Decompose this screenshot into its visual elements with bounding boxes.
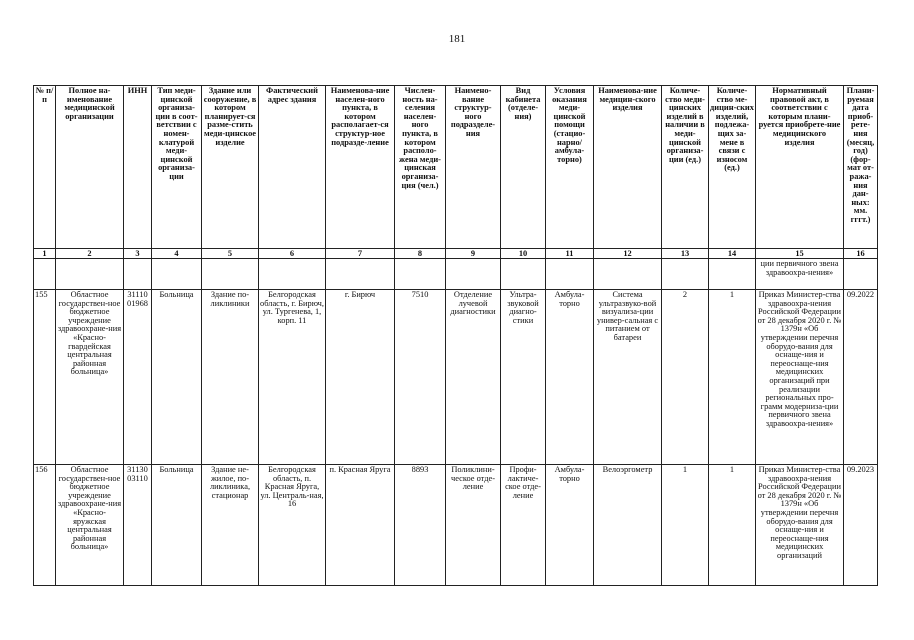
column-number: 12 [594, 249, 662, 259]
header-cell: Плани-руемая дата приоб-рете-ния (месяц, год) (фор-мат от-ража-ния дан-ных: мм. гггт.) [844, 86, 878, 249]
header-cell: Фактический адрес здания [259, 86, 326, 249]
header-cell: Здание или сооружение, в котором планирует-ся разме-стить меди-цинское изделие [202, 86, 259, 249]
header-row [34, 86, 878, 249]
row-number: 155 [34, 290, 56, 465]
header-cell: Тип меди-цинской организа-ции в соот-ветствии с номен-клатурой меди-цинской организа-ции [152, 86, 202, 249]
cabinet-type: Ультра-звуковой диагно-стики [501, 290, 546, 465]
medical-equipment-table [33, 85, 878, 586]
header-cell: Условия оказания меди-цинской помощи (стацио-нарно/ амбула-торно) [546, 86, 594, 249]
continuation-text: ции первичного звена здравоохра-нения» [756, 259, 844, 290]
header-cell: Полное на-именование медицинской организации [56, 86, 124, 249]
settlement: п. Красная Яруга [326, 465, 395, 586]
inn: 31130 03110 [124, 465, 152, 586]
continuation-row [34, 259, 878, 290]
inn: 31110 01968 [124, 290, 152, 465]
column-number: 13 [662, 249, 709, 259]
header-cell: Количе-ство меди-цинских изделий в наличии в меди-цинской организа-ции (ед.) [662, 86, 709, 249]
column-number: 7 [326, 249, 395, 259]
header-cell: № п/п [34, 86, 56, 249]
column-number: 9 [446, 249, 501, 259]
devices-to-replace: 1 [709, 290, 756, 465]
care-conditions: Амбула-торно [546, 465, 594, 586]
column-number: 1 [34, 249, 56, 259]
column-number: 11 [546, 249, 594, 259]
header-cell: Числен-ность на-селения населен-ного пункта, в котором располо-жена меди-цинская организа-ция (чел.) [395, 86, 446, 249]
organization-name: Областное государствен-ное бюджетное учреждение здравоохране-ния «Красно-яружская центральная районная больница» [56, 465, 124, 586]
column-number: 5 [202, 249, 259, 259]
header-cell: Вид кабинета (отделе-ния) [501, 86, 546, 249]
organization-type: Больница [152, 465, 202, 586]
column-number: 16 [844, 249, 878, 259]
column-number: 4 [152, 249, 202, 259]
column-number: 6 [259, 249, 326, 259]
device-name: Велоэргометр [594, 465, 662, 586]
cabinet-type: Профи-лактиче-ское отде-ление [501, 465, 546, 586]
table-row [34, 465, 878, 586]
building: Здание не-жилое, по-ликлиника, стационар [202, 465, 259, 586]
header-cell: ИНН [124, 86, 152, 249]
subdivision: Поликлини-ческое отде-ление [446, 465, 501, 586]
population: 8893 [395, 465, 446, 586]
subdivision: Отделение лучевой диагностики [446, 290, 501, 465]
building: Здание по-ликлиники [202, 290, 259, 465]
planned-date: 09.2022 [844, 290, 878, 465]
devices-to-replace: 1 [709, 465, 756, 586]
devices-available: 1 [662, 465, 709, 586]
organization-type: Больница [152, 290, 202, 465]
settlement: г. Бирюч [326, 290, 395, 465]
header-cell: Наименова-ние населен-ного пункта, в котором располагает-ся структур-ное подразде-ление [326, 86, 395, 249]
device-name: Система ультразвуко-вой визуализа-ции универ-сальная с питанием от батареи [594, 290, 662, 465]
header-cell: Наимено-вание структур-ного подразделе-ния [446, 86, 501, 249]
population: 7510 [395, 290, 446, 465]
page-number: 181 [448, 33, 466, 45]
address: Белгородская область, п. Красная Яруга, ул. Централь-ная, 16 [259, 465, 326, 586]
column-number: 8 [395, 249, 446, 259]
column-number: 15 [756, 249, 844, 259]
legal-act: Приказ Министер-ства здравоохра-нения Российской Федерации от 28 декабря 2020 г. № 1379н «Об утверждении перечня оборудо-вания для оснаще-ния и переоснаще-ния медицинских организаций при реализации региональных про-грамм модерниза-ции первичного звена здравоохра-нения» [756, 290, 844, 465]
header-cell: Наименова-ние медицин-ского изделия [594, 86, 662, 249]
header-cell: Нормативный правовой акт, в соответствии с которым плани-руется приобрете-ние медицинского изделия [756, 86, 844, 249]
column-number: 14 [709, 249, 756, 259]
header-cell: Количе-ство ме-дицин-ских изделий, подлежа-щих за-мене в связи с износом (ед.) [709, 86, 756, 249]
care-conditions: Амбула-торно [546, 290, 594, 465]
legal-act: Приказ Министер-ства здравоохра-нения Российской Федерации от 28 декабря 2020 г. № 1379н «Об утверждении перечня оборудо-вания для оснаще-ния и переоснаще-ния медицинских организаций [756, 465, 844, 586]
organization-name: Областное государствен-ное бюджетное учреждение здравоохране-ния «Красно-гвардейская центральная районная больница» [56, 290, 124, 465]
row-number: 156 [34, 465, 56, 586]
column-number: 10 [501, 249, 546, 259]
address: Белгородская область, г. Бирюч, ул. Тургенева, 1, корп. 11 [259, 290, 326, 465]
column-number-row [34, 249, 878, 259]
devices-available: 2 [662, 290, 709, 465]
planned-date: 09.2023 [844, 465, 878, 586]
table-row [34, 290, 878, 465]
column-number: 2 [56, 249, 124, 259]
column-number: 3 [124, 249, 152, 259]
